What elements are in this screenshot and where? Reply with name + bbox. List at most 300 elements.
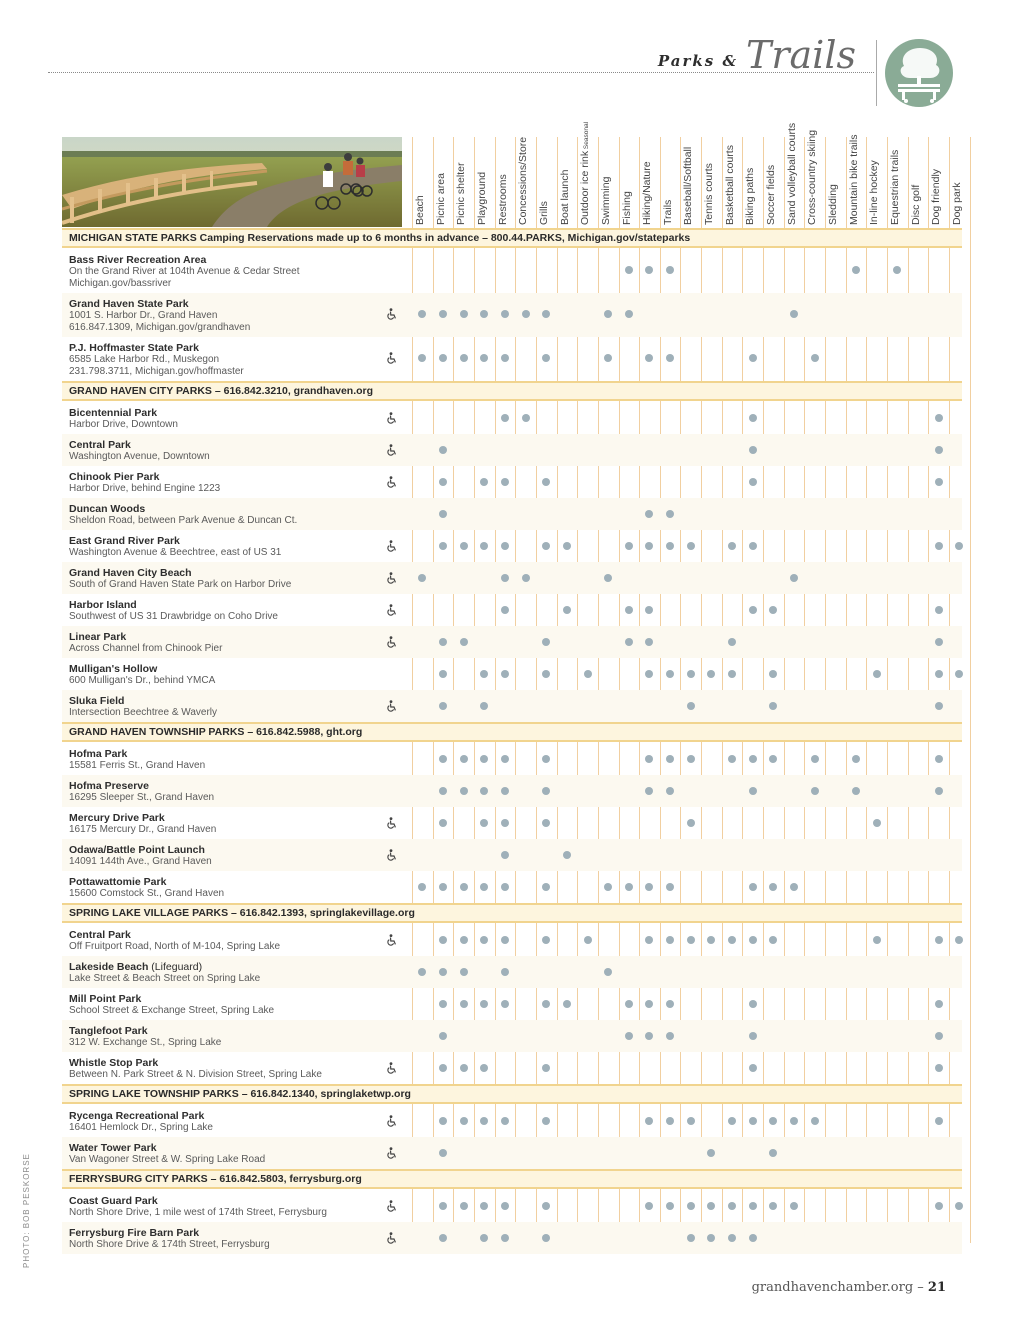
amenity-dot: [769, 670, 777, 678]
amenity-dot: [439, 510, 447, 518]
section-title: [69, 1088, 411, 1100]
column-header-label: Boat launch: [558, 169, 571, 225]
amenity-dot: [707, 1149, 715, 1157]
amenity-dot: [542, 1202, 550, 1210]
section-name: FERRYSBURG CITY PARKS: [69, 1173, 211, 1185]
amenity-dot: [460, 968, 468, 976]
amenity-dot: [439, 883, 447, 891]
amenity-dot: [439, 787, 447, 795]
section-name: GRAND HAVEN TOWNSHIP PARKS: [69, 726, 248, 738]
amenity-dot: [542, 883, 550, 891]
column-header: [742, 137, 762, 227]
column-header: [680, 137, 700, 227]
amenity-dot: [790, 1117, 798, 1125]
amenity-dot: [542, 670, 550, 678]
wheelchair-accessible-icon: [386, 934, 398, 946]
amenity-dot: [501, 851, 509, 859]
park-name-text: Odawa/Battle Point Launch: [69, 844, 205, 856]
table-row: [62, 402, 962, 434]
column-header-label: Trails: [661, 199, 674, 225]
section-header: [62, 381, 962, 401]
wheelchair-accessible-icon: [386, 636, 398, 648]
park-name-text: Duncan Woods: [69, 503, 146, 515]
amenity-dot: [645, 542, 653, 550]
column-header-label: Concessions/Store: [517, 136, 530, 225]
amenity-dot: [769, 702, 777, 710]
amenity-dot: [749, 1064, 757, 1072]
amenity-dot: [749, 478, 757, 486]
park-name: [69, 748, 127, 760]
amenity-dot: [625, 266, 633, 274]
amenity-dot: [728, 670, 736, 678]
park-name-text: Chinook Pier Park: [69, 471, 160, 483]
amenity-dot: [501, 1000, 509, 1008]
table-row: [62, 498, 962, 530]
column-header: [949, 137, 969, 227]
column-header: [577, 121, 597, 227]
amenity-dot: [439, 354, 447, 362]
section-title: [69, 232, 690, 244]
column-header-label: Sand volleyball courts: [785, 122, 798, 225]
amenity-dot: [480, 883, 488, 891]
amenity-dot: [707, 1202, 715, 1210]
amenity-dot: [501, 574, 509, 582]
amenity-dot: [707, 1234, 715, 1242]
section-name: SPRING LAKE TOWNSHIP PARKS: [69, 1088, 242, 1100]
column-header-label: Grills: [537, 201, 550, 225]
amenity-dot: [501, 414, 509, 422]
amenity-dot: [460, 1202, 468, 1210]
amenity-dot: [501, 1234, 509, 1242]
amenity-dot: [749, 1234, 757, 1242]
column-header-label: Basketball courts: [723, 145, 736, 225]
amenity-dot: [935, 478, 943, 486]
section-header: [62, 228, 962, 248]
park-address: 16175 Mercury Dr., Grand Haven: [69, 824, 217, 835]
amenity-dot: [604, 968, 612, 976]
parks-amenities-table: [62, 121, 963, 1250]
park-address: 6585 Lake Harbor Rd., Muskegon: [69, 354, 220, 365]
table-row: [62, 658, 962, 690]
column-divider: [970, 137, 971, 1243]
column-header-label: Beach: [414, 195, 426, 225]
amenity-dot: [769, 1149, 777, 1157]
park-name-text: Rycenga Recreational Park: [69, 1110, 205, 1122]
amenity-dot: [728, 542, 736, 550]
amenity-dot: [749, 883, 757, 891]
amenity-dot: [749, 1000, 757, 1008]
header-title-parks: Parks &: [657, 52, 739, 70]
amenity-dot: [645, 510, 653, 518]
amenity-dot: [666, 670, 674, 678]
amenity-dot: [604, 310, 612, 318]
park-name: [69, 812, 165, 824]
park-name-text: Grand Haven City Beach: [69, 567, 192, 579]
park-address: Washington Avenue, Downtown: [69, 451, 210, 462]
table-row: [62, 1020, 962, 1052]
amenity-dot: [439, 702, 447, 710]
amenity-dot: [749, 787, 757, 795]
amenity-dot: [480, 787, 488, 795]
amenity-dot: [790, 1202, 798, 1210]
column-header-label: Hiking/Nature: [641, 161, 654, 225]
amenity-dot: [749, 755, 757, 763]
column-header: [639, 137, 659, 227]
amenity-dot: [645, 936, 653, 944]
section-subtitle: Camping Reservations made up to 6 months in advance – 800.44.PARKS, Michigan.gov/stateparks: [199, 232, 691, 244]
park-name-text: Harbor Island: [69, 599, 137, 611]
park-name: [69, 254, 206, 266]
park-address: 15600 Comstock St., Grand Haven: [69, 888, 225, 899]
wheelchair-accessible-icon: [386, 1232, 398, 1244]
table-row: [62, 337, 962, 381]
amenity-dot: [935, 638, 943, 646]
table-row: [62, 956, 962, 988]
amenity-dot: [666, 936, 674, 944]
table-row: [62, 871, 962, 903]
park-name: [69, 503, 145, 515]
amenity-dot: [480, 1117, 488, 1125]
amenity-dot: [542, 638, 550, 646]
amenity-dot: [542, 354, 550, 362]
column-header-label: Equestrian trails: [888, 149, 901, 225]
photo-credit: PHOTO: BOB PESKORSE: [22, 1153, 31, 1268]
amenity-dot: [501, 968, 509, 976]
wheelchair-accessible-icon: [386, 1062, 398, 1074]
amenity-dot: [439, 755, 447, 763]
park-name-text: Bass River Recreation Area: [69, 254, 207, 266]
park-address: 600 Mulligan's Dr., behind YMCA: [69, 675, 216, 686]
amenity-dot: [542, 310, 550, 318]
amenity-dot: [666, 266, 674, 274]
amenity-dot: [418, 968, 426, 976]
amenity-dot: [418, 310, 426, 318]
section-subtitle: – 616.842.3210, grandhaven.org: [214, 385, 374, 397]
park-name: [69, 535, 180, 547]
column-header-label: Playground: [475, 171, 488, 225]
column-header: [412, 137, 432, 227]
amenity-dot: [811, 755, 819, 763]
column-header-label: Fishing: [620, 191, 633, 225]
amenity-dot: [935, 1032, 943, 1040]
amenity-dot: [584, 670, 592, 678]
amenity-dot: [935, 414, 943, 422]
section-header: [62, 903, 962, 923]
amenity-dot: [728, 755, 736, 763]
section-header: [62, 1084, 962, 1104]
park-name-text: Ferrysburg Fire Barn Park: [69, 1227, 200, 1239]
section-header: [62, 1169, 962, 1189]
amenity-dot: [790, 574, 798, 582]
column-header: [515, 137, 535, 227]
amenity-dot: [418, 883, 426, 891]
amenity-dot: [439, 1032, 447, 1040]
park-name-text: Linear Park: [69, 631, 127, 643]
amenity-dot: [460, 638, 468, 646]
amenity-dot: [480, 755, 488, 763]
section-subtitle: – 616.842.5803, ferrysburg.org: [210, 1173, 362, 1185]
amenity-dot: [439, 1202, 447, 1210]
amenity-dot: [645, 787, 653, 795]
park-address: Sheldon Road, between Park Avenue & Duncan Ct.: [69, 515, 298, 526]
column-header: [598, 137, 618, 227]
park-name-text: Bicentennial Park: [69, 407, 158, 419]
amenity-dot: [790, 310, 798, 318]
amenity-dot: [460, 787, 468, 795]
amenity-dot: [501, 1117, 509, 1125]
park-bench-logo-icon: [884, 38, 954, 108]
section-title: [69, 1173, 362, 1185]
amenity-dot: [460, 1000, 468, 1008]
column-header: [474, 137, 494, 227]
amenity-dot: [645, 1117, 653, 1125]
column-header: [763, 137, 783, 227]
park-address: 616.847.1309, Michigan.gov/grandhaven: [69, 322, 251, 333]
park-name: [69, 439, 131, 451]
amenity-dot: [749, 354, 757, 362]
amenity-dot: [439, 1000, 447, 1008]
amenity-dot: [687, 702, 695, 710]
section-subtitle: – 616.842.5988, ght.org: [247, 726, 363, 738]
amenity-dot: [728, 1234, 736, 1242]
wheelchair-accessible-icon: [386, 1200, 398, 1212]
amenity-dot: [439, 478, 447, 486]
table-row: [62, 1052, 962, 1084]
amenity-dot: [563, 542, 571, 550]
park-name: [69, 1025, 148, 1037]
amenity-dot: [769, 883, 777, 891]
section-name: MICHIGAN STATE PARKS: [69, 232, 200, 244]
amenity-dot: [480, 1202, 488, 1210]
amenity-dot: [955, 1202, 963, 1210]
amenity-dot: [935, 702, 943, 710]
amenity-dot: [935, 1064, 943, 1072]
column-header-label: Disc golf: [909, 184, 922, 225]
amenity-dot: [501, 883, 509, 891]
amenity-dot: [645, 1032, 653, 1040]
amenity-dot: [666, 1000, 674, 1008]
table-row: [62, 988, 962, 1020]
table-row: [62, 293, 962, 337]
amenity-dot: [873, 819, 881, 827]
wheelchair-accessible-icon: [386, 1147, 398, 1159]
amenity-dot: [687, 755, 695, 763]
amenity-dot: [480, 478, 488, 486]
park-name-text: Water Tower Park: [69, 1142, 157, 1154]
park-address: Michigan.gov/bassriver: [69, 278, 172, 289]
amenity-dot: [769, 755, 777, 763]
amenity-dot: [439, 310, 447, 318]
amenity-dot: [480, 1064, 488, 1072]
amenity-dot: [604, 883, 612, 891]
table-row: [62, 839, 962, 871]
park-address: 312 W. Exchange St., Spring Lake: [69, 1037, 222, 1048]
column-header-label: Restrooms: [496, 174, 509, 225]
amenity-dot: [439, 446, 447, 454]
park-name-text: Mercury Drive Park: [69, 812, 165, 824]
park-name: [69, 876, 166, 888]
park-name-text: Lakeside Beach: [69, 961, 149, 973]
boardwalk-cyclists-photo: [62, 137, 402, 227]
amenity-dot: [439, 1117, 447, 1125]
column-header: [660, 137, 680, 227]
amenity-dot: [522, 310, 530, 318]
column-header: [784, 122, 804, 227]
park-address: 16401 Hemlock Dr., Spring Lake: [69, 1122, 213, 1133]
amenity-dot: [666, 1117, 674, 1125]
amenity-dot: [625, 1000, 633, 1008]
amenity-dot: [645, 670, 653, 678]
amenity-dot: [666, 787, 674, 795]
amenity-dot: [666, 354, 674, 362]
table-row: [62, 924, 962, 956]
amenity-dot: [501, 542, 509, 550]
section-header: [62, 722, 962, 742]
amenity-dot: [480, 670, 488, 678]
amenity-dot: [625, 542, 633, 550]
amenity-dot: [625, 606, 633, 614]
table-row: [62, 1137, 962, 1169]
amenity-dot: [522, 414, 530, 422]
wheelchair-accessible-icon: [386, 444, 398, 456]
park-name: [69, 1057, 158, 1069]
amenity-dot: [480, 354, 488, 362]
wheelchair-accessible-icon: [386, 849, 398, 861]
section-name: GRAND HAVEN CITY PARKS: [69, 385, 215, 397]
amenity-dot: [480, 1000, 488, 1008]
amenity-dot: [666, 883, 674, 891]
column-header: [536, 137, 556, 227]
footer-url: grandhavenchamber.org: [751, 1280, 914, 1295]
park-name-text: Sluka Field: [69, 695, 125, 707]
amenity-dot: [625, 638, 633, 646]
amenity-dot: [811, 787, 819, 795]
table-row: [62, 1222, 962, 1254]
amenity-dot: [501, 819, 509, 827]
table-row: [62, 466, 962, 498]
amenity-dot: [707, 670, 715, 678]
page-footer: [752, 1280, 946, 1295]
park-address: South of Grand Haven State Park on Harbor Drive: [69, 579, 292, 590]
amenity-dot: [935, 446, 943, 454]
column-header: [557, 137, 577, 227]
amenity-dot: [666, 1202, 674, 1210]
section-title: [69, 726, 362, 738]
wheelchair-accessible-icon: [386, 572, 398, 584]
amenity-dot: [542, 478, 550, 486]
park-name: [69, 631, 126, 643]
column-header: [701, 137, 721, 227]
park-address: Off Fruitport Road, North of M-104, Spring Lake: [69, 941, 281, 952]
column-header-label: Tennis courts: [703, 163, 716, 225]
amenity-dot: [852, 266, 860, 274]
amenity-dot: [645, 883, 653, 891]
amenity-dot: [935, 936, 943, 944]
wheelchair-accessible-icon: [386, 817, 398, 829]
section-subtitle: – 616.842.1340, springlaketwp.org: [241, 1088, 411, 1100]
column-header-label: Baseball/Softball: [682, 146, 695, 225]
wheelchair-accessible-icon: [386, 700, 398, 712]
amenity-dot: [542, 787, 550, 795]
table-row: [62, 743, 962, 775]
amenity-dot: [439, 819, 447, 827]
park-name: [69, 844, 205, 856]
park-name: [69, 407, 157, 419]
amenity-dot: [460, 1064, 468, 1072]
amenity-dot: [460, 1117, 468, 1125]
amenity-dot: [935, 1117, 943, 1125]
park-address: Between N. Park Street & N. Division Street, Spring Lake: [69, 1069, 322, 1080]
amenity-dot: [666, 542, 674, 550]
park-name: [69, 298, 189, 310]
amenity-dot: [439, 936, 447, 944]
park-address: Intersection Beechtree & Waverly: [69, 707, 218, 718]
amenity-dot: [687, 936, 695, 944]
park-name: [69, 929, 131, 941]
amenity-dot: [460, 883, 468, 891]
table-row: [62, 1105, 962, 1137]
amenity-dot: [749, 1032, 757, 1040]
amenity-dot: [645, 266, 653, 274]
table-row: [62, 562, 962, 594]
page-number: 21: [927, 1280, 946, 1295]
amenity-dot: [666, 755, 674, 763]
amenity-dot: [852, 787, 860, 795]
amenity-dot: [645, 606, 653, 614]
section-title: [69, 385, 373, 397]
amenity-dot: [604, 354, 612, 362]
amenity-dot: [542, 936, 550, 944]
column-header: [846, 134, 866, 227]
amenity-dot: [645, 755, 653, 763]
amenity-dot: [645, 1000, 653, 1008]
amenity-dot: [501, 606, 509, 614]
wheelchair-accessible-icon: [386, 476, 398, 488]
amenity-dot: [460, 354, 468, 362]
park-address: 16295 Sleeper St., Grand Haven: [69, 792, 215, 803]
section-subtitle: – 616.842.1393, springlakevillage.org: [231, 907, 415, 919]
column-header-label: Cross-country skiing: [806, 129, 819, 225]
section-title: [69, 907, 415, 919]
amenity-dot: [935, 1202, 943, 1210]
amenity-dot: [873, 936, 881, 944]
park-name-text: Whistle Stop Park: [69, 1057, 159, 1069]
park-name: [69, 1110, 204, 1122]
column-header-label: Soccer fields: [765, 164, 778, 225]
park-name-text: Tanglefoot Park: [69, 1025, 148, 1037]
park-name: [69, 663, 157, 675]
column-header: [453, 137, 473, 227]
amenity-dot: [501, 670, 509, 678]
amenity-dot: [480, 936, 488, 944]
park-name-text: Coast Guard Park: [69, 1195, 158, 1207]
footer-separator: –: [913, 1280, 928, 1295]
amenity-dot: [480, 819, 488, 827]
amenity-dot: [501, 310, 509, 318]
header-title-trails: Trails: [746, 33, 856, 77]
wheelchair-accessible-icon: [386, 604, 398, 616]
park-address: On the Grand River at 104th Avenue & Cedar Street: [69, 266, 300, 277]
amenity-dot: [707, 936, 715, 944]
park-address: Harbor Drive, Downtown: [69, 419, 178, 430]
amenity-dot: [728, 936, 736, 944]
column-header-label: Picnic area: [434, 173, 447, 225]
amenity-dot: [542, 819, 550, 827]
park-name-text: Hofma Park: [69, 748, 128, 760]
column-header: [887, 137, 907, 227]
amenity-dot: [439, 1064, 447, 1072]
wheelchair-accessible-icon: [386, 1115, 398, 1127]
